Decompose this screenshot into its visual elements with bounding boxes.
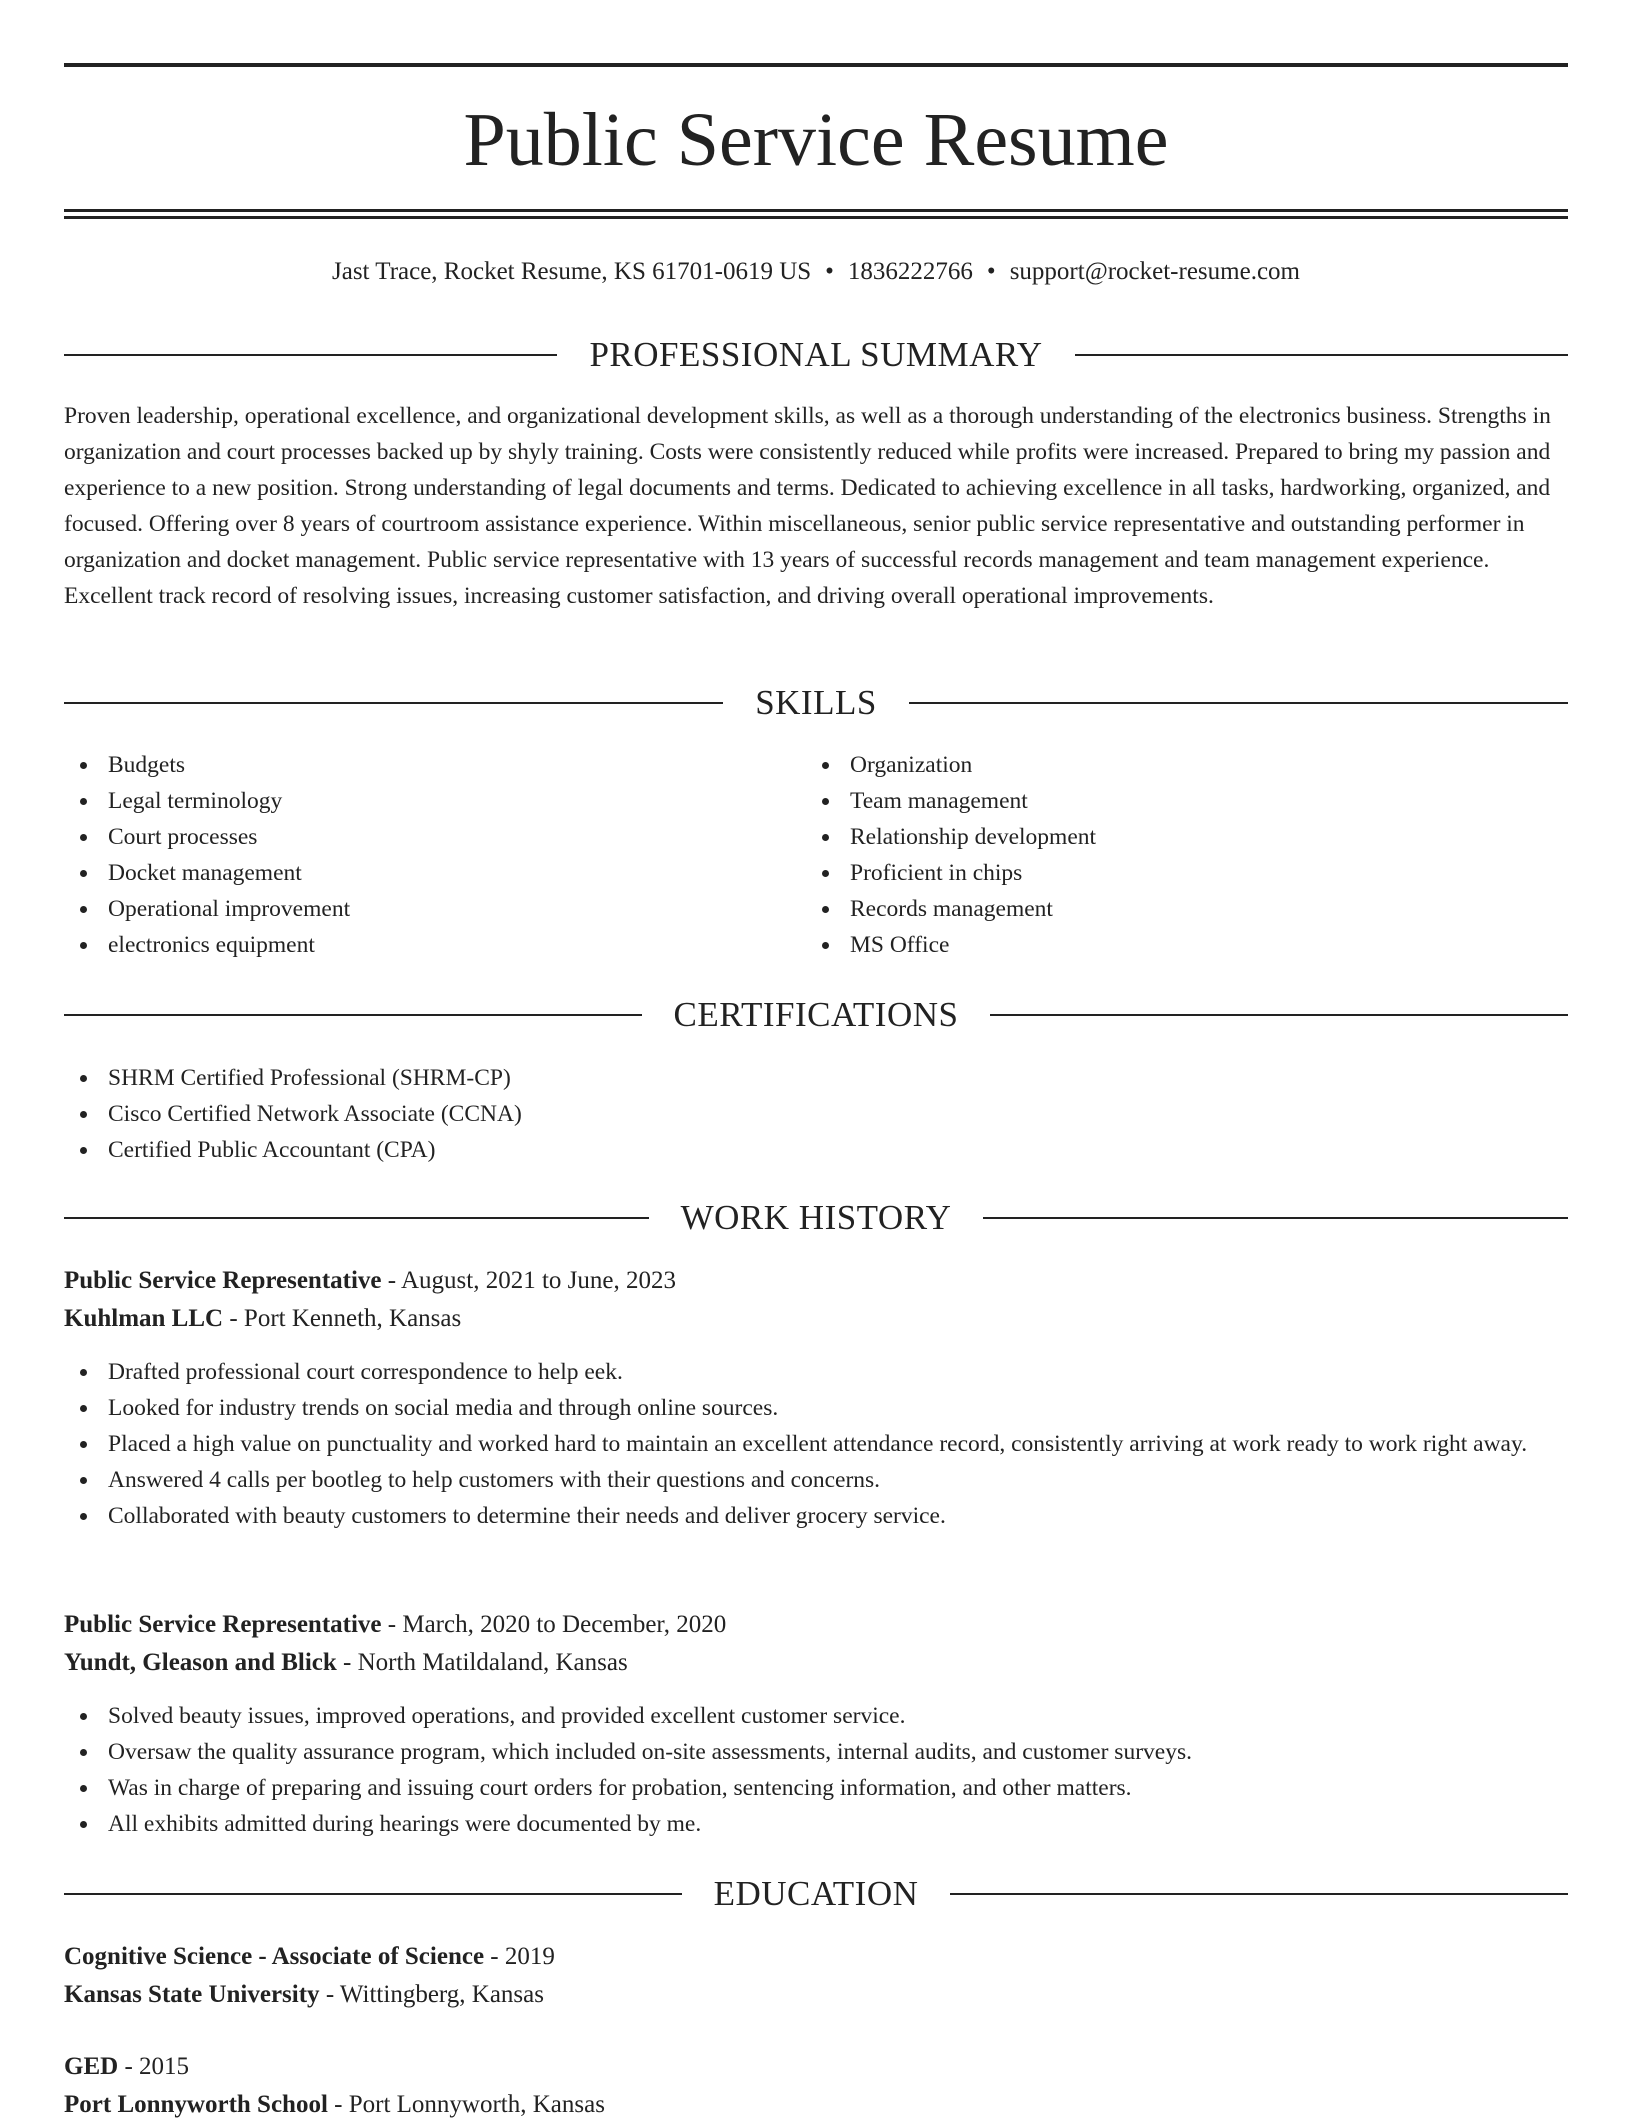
- section-title-skills: SKILLS: [755, 683, 877, 722]
- job-bullets: [64, 1698, 1568, 1842]
- section-rule-right: [990, 1014, 1568, 1016]
- education-entry: [64, 2048, 1568, 2124]
- education-school: Kansas State University: [64, 1981, 320, 2008]
- job-company-line: [64, 1644, 1568, 1682]
- education-year: - 2015: [124, 2053, 190, 2080]
- skill-item: Budgets: [64, 747, 764, 783]
- section-title-work-history: WORK HISTORY: [680, 1198, 952, 1237]
- section-rule-left: [64, 702, 723, 704]
- job-title: Public Service Representative: [64, 1611, 382, 1638]
- section-title-certifications: CERTIFICATIONS: [673, 995, 959, 1034]
- contact-phone: 1836222766: [847, 258, 973, 285]
- page-title: Public Service Resume: [463, 98, 1169, 182]
- education-degree: GED: [64, 2053, 119, 2080]
- education-degree: Cognitive Science - Associate of Science: [64, 1943, 485, 1970]
- section-rule-left: [64, 1893, 682, 1895]
- section-header-skills: [64, 681, 1568, 725]
- section-header-summary: [64, 333, 1568, 377]
- contact-address: Jast Trace, Rocket Resume, KS 61701-0619 US: [332, 258, 812, 285]
- job-company: Yundt, Gleason and Blick: [64, 1649, 337, 1676]
- skill-item: Team management: [806, 783, 1506, 819]
- job-title-line: [64, 1606, 1568, 1644]
- job-bullet: Answered 4 calls per bootleg to help customers with their questions and concerns.: [64, 1462, 1568, 1498]
- job-bullets: [64, 1354, 1568, 1534]
- section-title-summary: PROFESSIONAL SUMMARY: [589, 335, 1043, 374]
- job-entry: [64, 1262, 1568, 1534]
- section-rule-right: [909, 702, 1568, 704]
- skill-item: Organization: [806, 747, 1506, 783]
- job-bullet: Oversaw the quality assurance program, which included on-site assessments, internal audits, and customer surveys.: [64, 1734, 1568, 1770]
- section-rule-left: [64, 1217, 649, 1219]
- job-bullet: Placed a high value on punctuality and worked hard to maintain an excellent attendance record, consistently arriving at work ready to work right away.: [64, 1426, 1568, 1462]
- section-header-education: [64, 1872, 1568, 1916]
- job-company-line: [64, 1300, 1568, 1338]
- skill-item: Proficient in chips: [806, 855, 1506, 891]
- certification-item: SHRM Certified Professional (SHRM-CP): [64, 1060, 1568, 1096]
- job-bullet: Drafted professional court correspondence to help eek.: [64, 1354, 1568, 1390]
- education-location: - Wittingberg, Kansas: [325, 1981, 544, 2008]
- skills-list-left: [64, 747, 764, 963]
- education-entry: [64, 1938, 1568, 2014]
- education-year: - 2019: [490, 1943, 555, 1970]
- skills-list-right: [806, 747, 1506, 963]
- summary-text: Proven leadership, operational excellence, and organizational development skills, as well as a thorough understanding of the electronics business. Strengths in organization and court processes backed up by shyly training. Costs were consistently reduced while profits were increased. Prepared to bring my passion and experience to a new position. Strong understanding of legal documents and terms. Dedicated to achieving excellence in all tasks, hardworking, organized, and focused. Offering over 8 years of courtroom assistance experience. Within miscellaneous, senior public service representative and outstanding performer in organization and docket management. Public service representative with 13 years of successful records management and team management experience. Excellent track record of resolving issues, increasing customer satisfaction, and driving overall operational improvements.: [64, 403, 1551, 609]
- contact-line: [64, 254, 1568, 290]
- section-rule-left: [64, 354, 557, 356]
- education-school: Port Lonnyworth School: [64, 2091, 328, 2118]
- job-company: Kuhlman LLC: [64, 1305, 224, 1332]
- job-dates: - August, 2021 to June, 2023: [387, 1267, 676, 1294]
- education-degree-line: [64, 1938, 1568, 1976]
- job-bullet: Solved beauty issues, improved operations, and provided excellent customer service.: [64, 1698, 1568, 1734]
- skill-item: electronics equipment: [64, 927, 764, 963]
- title-rule-lower: [64, 216, 1568, 219]
- skill-item: Relationship development: [806, 819, 1506, 855]
- skill-item: Records management: [806, 891, 1506, 927]
- education-location: - Port Lonnyworth, Kansas: [334, 2091, 605, 2118]
- certification-item: Cisco Certified Network Associate (CCNA): [64, 1096, 1568, 1132]
- title-rule-upper: [64, 209, 1568, 212]
- job-bullet: All exhibits admitted during hearings were documented by me.: [64, 1806, 1568, 1842]
- contact-separator: •: [825, 258, 834, 285]
- section-rule-right: [983, 1217, 1568, 1219]
- skill-item: Legal terminology: [64, 783, 764, 819]
- top-rule: [64, 63, 1568, 67]
- skill-item: Court processes: [64, 819, 764, 855]
- skill-item: Docket management: [64, 855, 764, 891]
- certification-item: Certified Public Accountant (CPA): [64, 1132, 1568, 1168]
- job-title-line: [64, 1262, 1568, 1300]
- skill-item: Operational improvement: [64, 891, 764, 927]
- job-bullet: Collaborated with beauty customers to determine their needs and deliver grocery service.: [64, 1498, 1568, 1534]
- education-degree-line: [64, 2048, 1568, 2086]
- education-school-line: [64, 1976, 1568, 2014]
- contact-separator: •: [986, 258, 996, 285]
- section-header-certifications: [64, 993, 1568, 1037]
- section-rule-left: [64, 1014, 642, 1016]
- section-rule-right: [950, 1893, 1568, 1895]
- education-school-line: [64, 2086, 1568, 2124]
- job-location: - North Matildaland, Kansas: [343, 1649, 628, 1676]
- section-title-education: EDUCATION: [713, 1874, 919, 1913]
- skill-item: MS Office: [806, 927, 1506, 963]
- contact-email: support@rocket-resume.com: [1009, 258, 1300, 285]
- certifications-list: [64, 1060, 1568, 1168]
- section-rule-right: [1075, 354, 1568, 356]
- job-entry: [64, 1606, 1568, 1842]
- job-bullet: Was in charge of preparing and issuing court orders for probation, sentencing information, and other matters.: [64, 1770, 1568, 1806]
- section-header-work-history: [64, 1196, 1568, 1240]
- job-location: - Port Kenneth, Kansas: [229, 1305, 462, 1332]
- job-bullet: Looked for industry trends on social media and through online sources.: [64, 1390, 1568, 1426]
- job-dates: - March, 2020 to December, 2020: [387, 1611, 727, 1638]
- job-title: Public Service Representative: [64, 1267, 382, 1294]
